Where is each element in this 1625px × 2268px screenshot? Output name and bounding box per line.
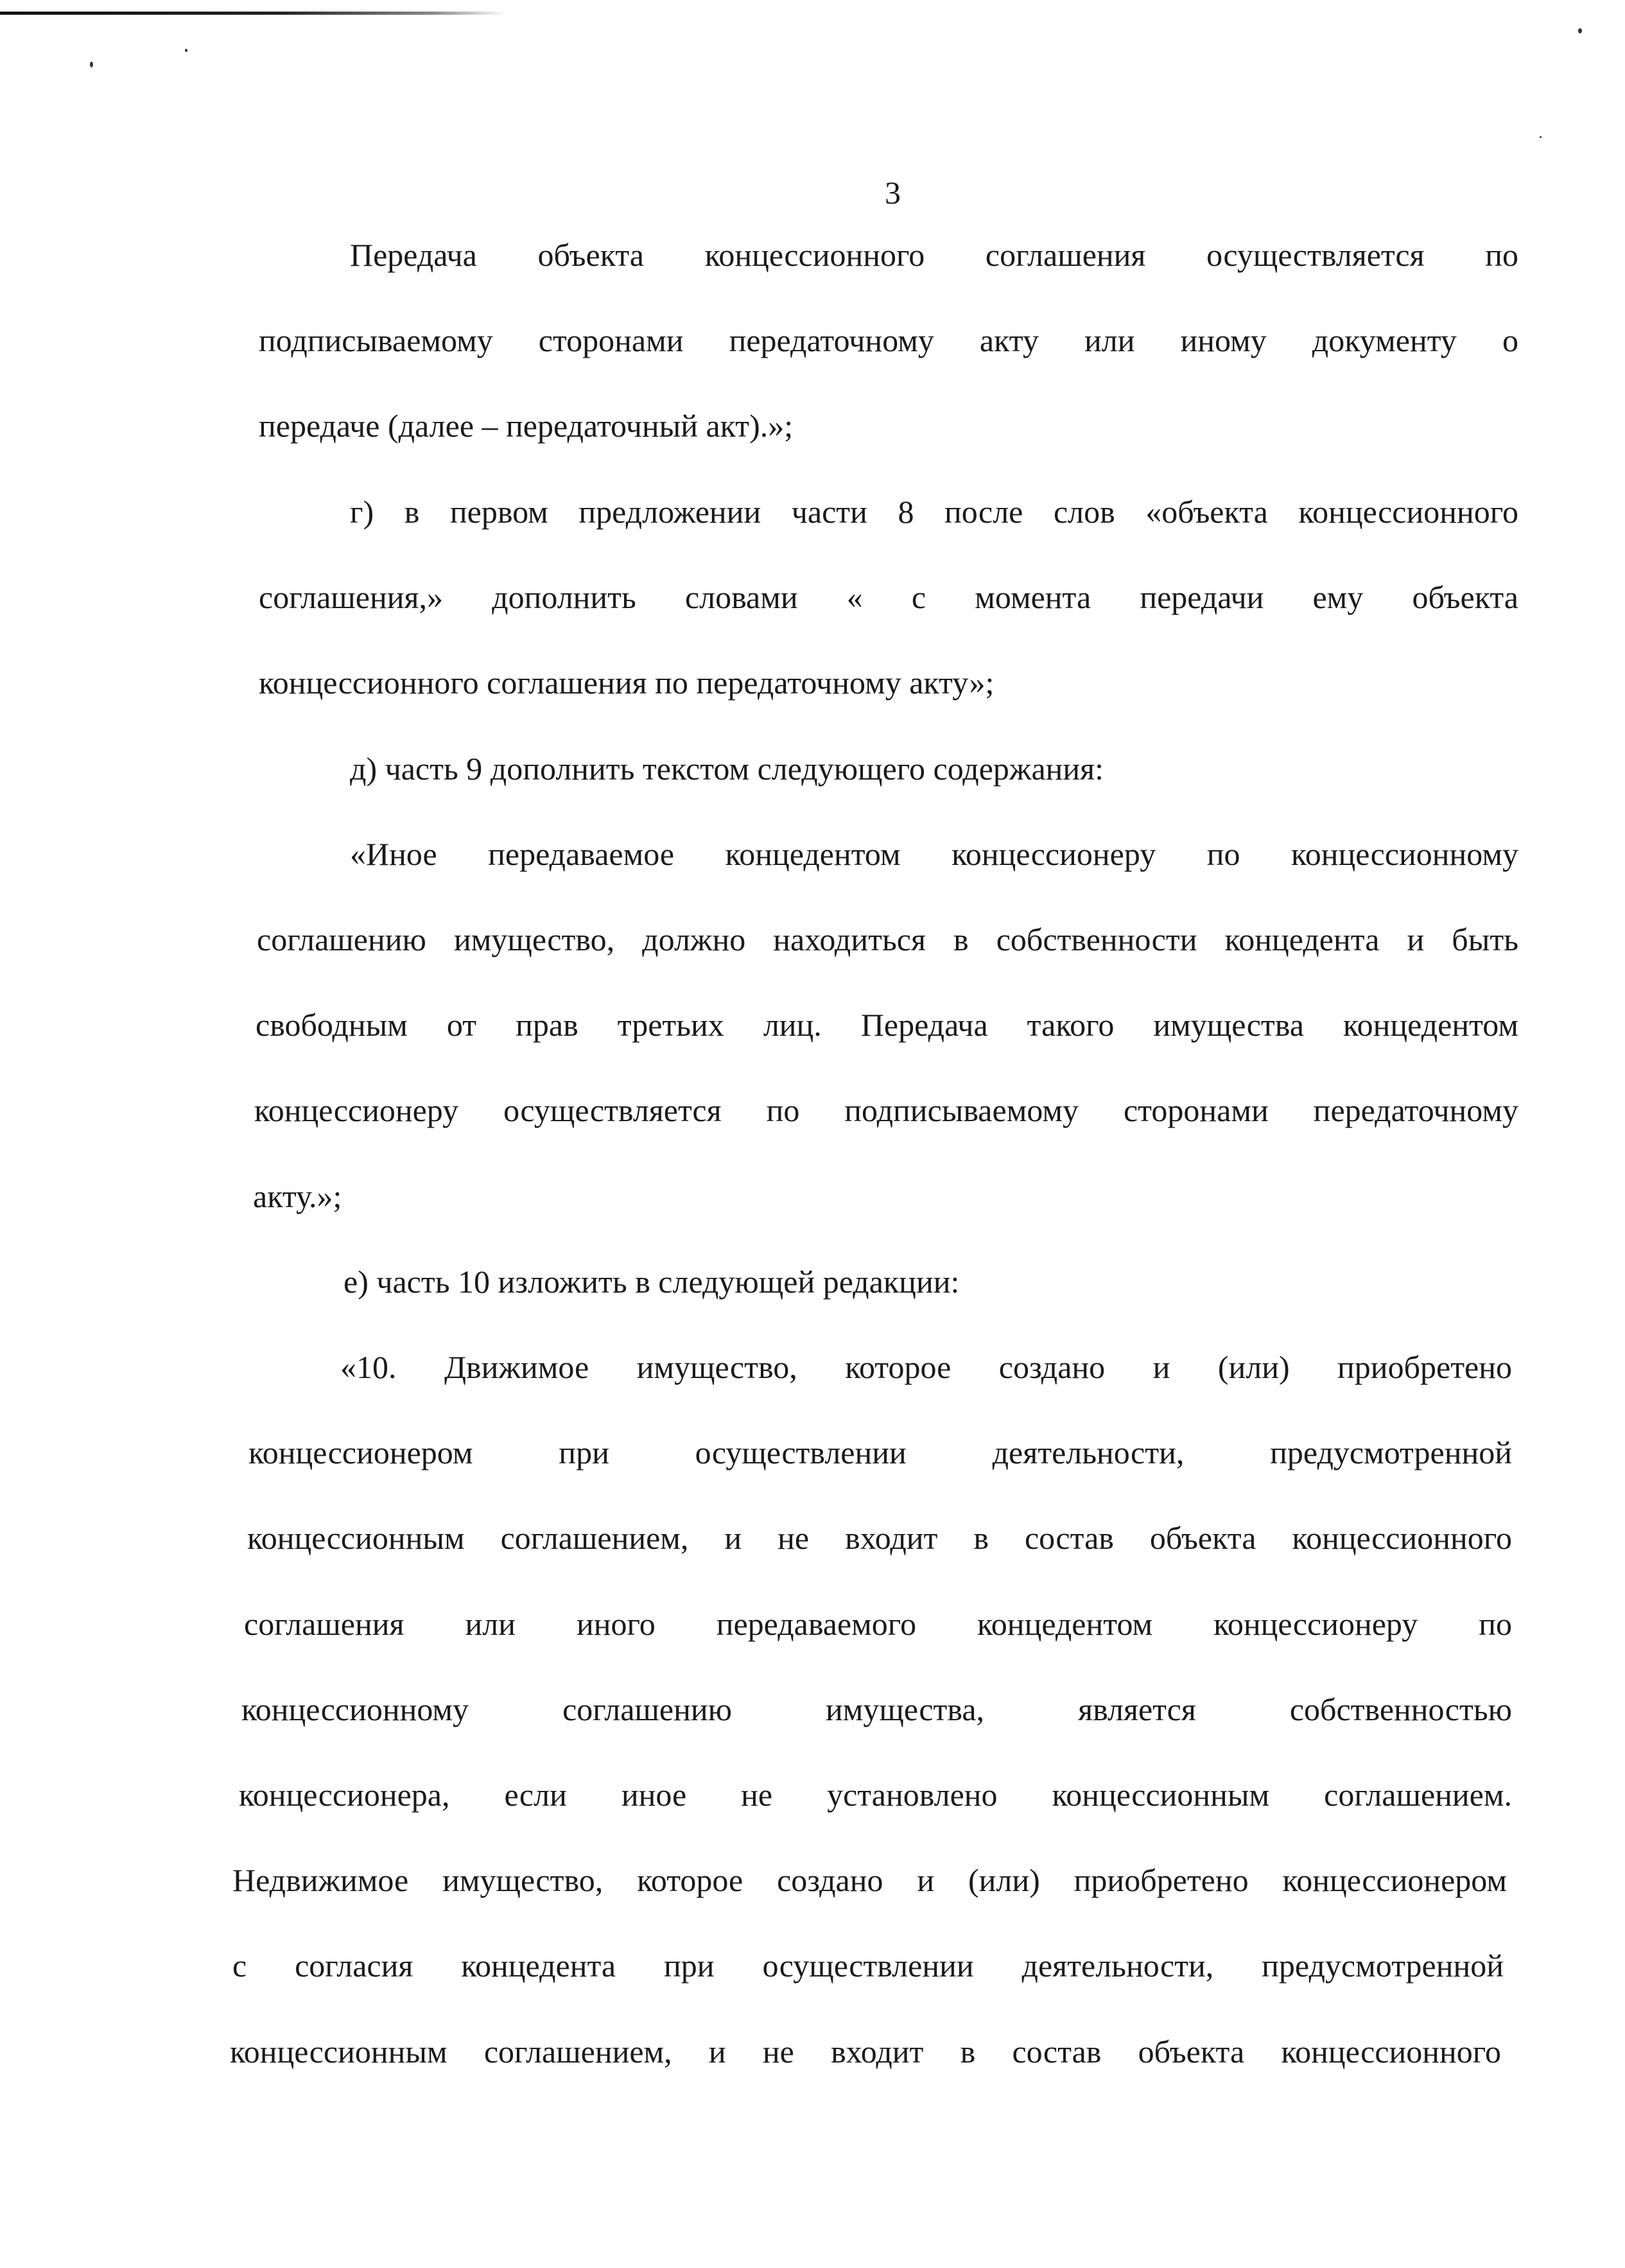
- text-line: «Иное передаваемое концедентом концессионеру по концессионному: [350, 836, 1518, 872]
- text-line: акту.»;: [253, 1178, 342, 1214]
- text-line: Передача объекта концессионного соглашения осуществляется по: [350, 237, 1518, 273]
- text-line: соглашения,» дополнить словами « с момента передачи ему объекта: [259, 579, 1518, 615]
- text-line: с согласия концедента при осуществлении деятельности, предусмотренной: [232, 1948, 1504, 1984]
- scan-speck: [1578, 28, 1582, 33]
- text-line: Недвижимое имущество, которое создано и (или) приобретено концессионером: [232, 1862, 1507, 1898]
- text-line: концессионным соглашением, и не входит в состав объекта концессионного: [247, 1520, 1512, 1556]
- text-line: подписываемому сторонами передаточному акту или иному документу о: [259, 322, 1518, 358]
- text-line: д) часть 9 дополнить текстом следующего содержания:: [350, 751, 1104, 787]
- scan-speck: [1540, 136, 1542, 138]
- text-line: е) часть 10 изложить в следующей редакции:: [343, 1264, 960, 1300]
- text-line: концессионным соглашением, и не входит в состав объекта концессионного: [230, 2034, 1501, 2070]
- page-number: 3: [885, 175, 901, 211]
- text-line: концессионером при осуществлении деятельности, предусмотренной: [248, 1435, 1512, 1470]
- text-line: г) в первом предложении части 8 после слов «объекта концессионного: [350, 494, 1518, 530]
- text-line: концессионного соглашения по передаточному акту»;: [259, 665, 995, 701]
- text-line: «10. Движимое имущество, которое создано и (или) приобретено: [340, 1349, 1512, 1385]
- text-line: концессионера, если иное не установлено концессионным соглашением.: [239, 1777, 1512, 1813]
- text-line: концессионному соглашению имущества, является собственностью: [241, 1691, 1512, 1727]
- scan-edge-line: [0, 12, 507, 15]
- text-line: соглашению имущество, должно находиться в собственности концедента и быть: [257, 921, 1518, 957]
- text-line: свободным от прав третьих лиц. Передача такого имущества концедентом: [256, 1007, 1518, 1043]
- text-line: соглашения или иного передаваемого концедентом концессионеру по: [244, 1606, 1512, 1642]
- text-line: передаче (далее – передаточный акт).»;: [259, 408, 794, 444]
- text-line: концессионеру осуществляется по подписываемому сторонами передаточному: [254, 1092, 1518, 1128]
- scan-speck: [185, 49, 187, 52]
- scan-speck: [90, 62, 93, 67]
